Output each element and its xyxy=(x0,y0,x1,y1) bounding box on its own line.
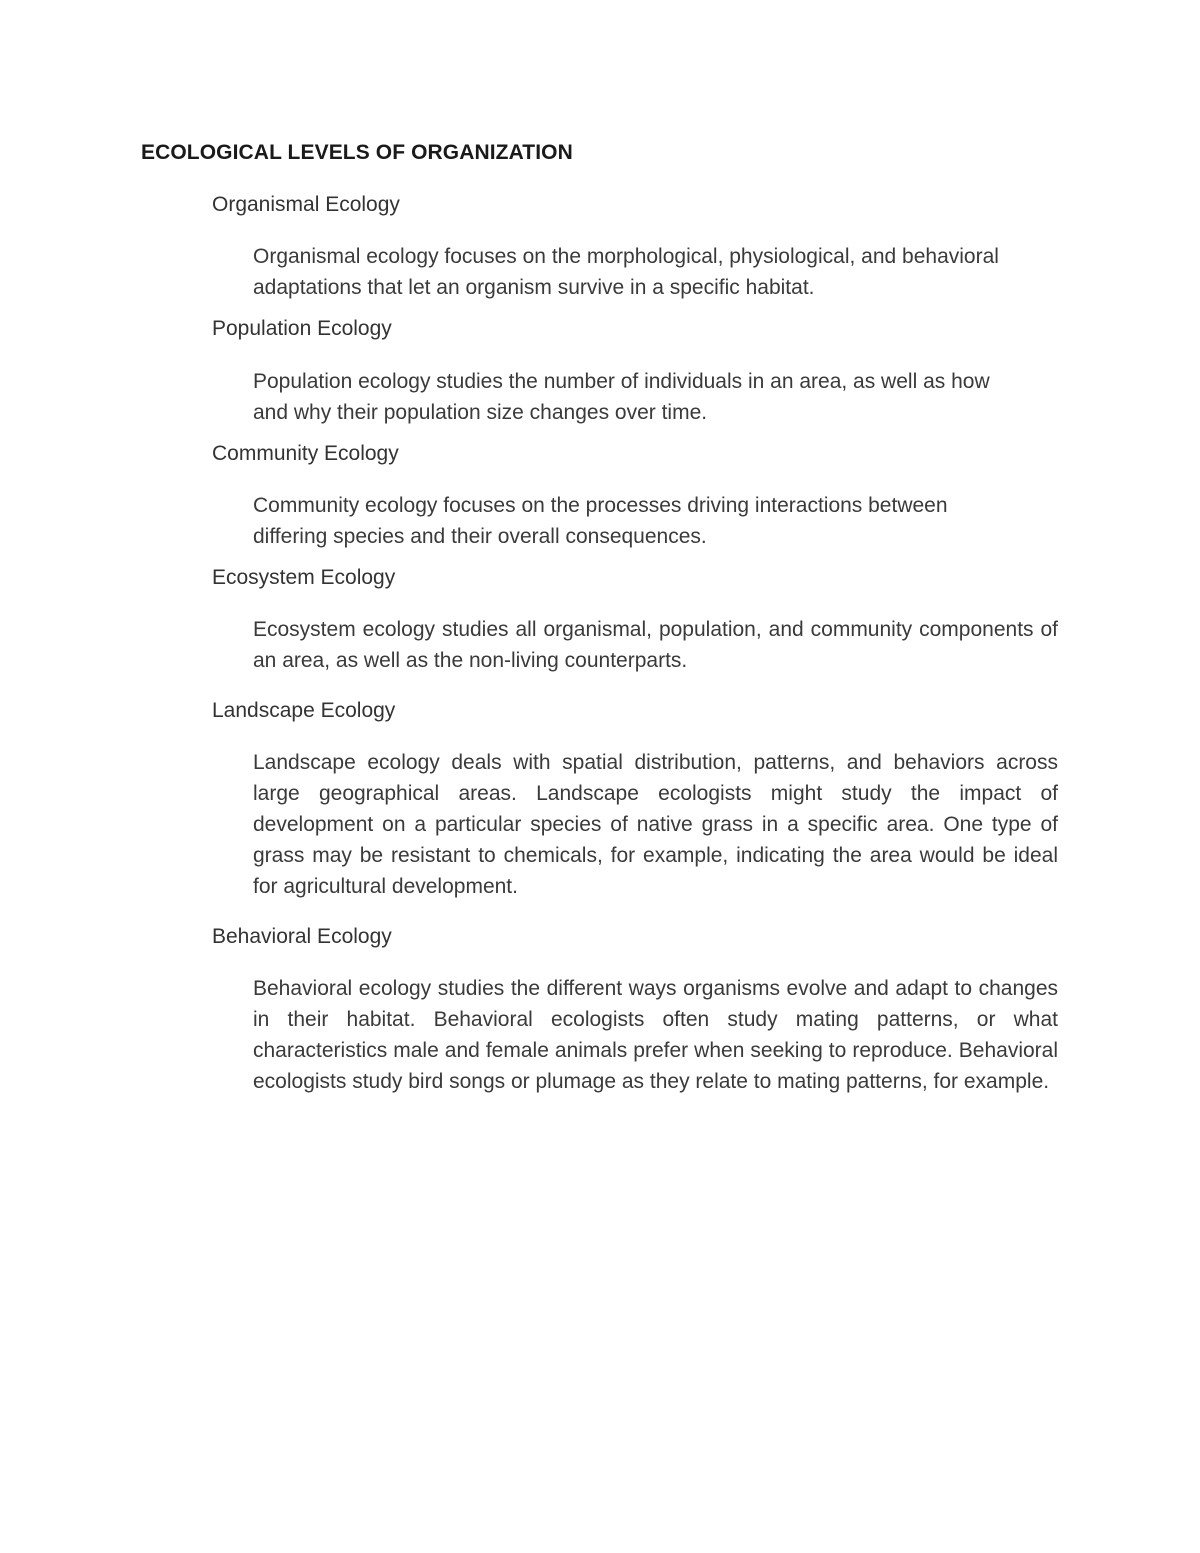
section-heading-community: Community Ecology xyxy=(212,442,399,465)
section-heading-population: Population Ecology xyxy=(212,317,392,340)
section-heading-landscape: Landscape Ecology xyxy=(212,699,396,722)
section-body-behavioral: Behavioral ecology studies the different ways organisms evolve and adapt to changes in their habitat. Behavioral ecologists often study mating patterns, or what characteristics male and female animals prefer when seeking to reproduce. Behavioral ecologists study bird songs or plumage as they relate to mating patterns, for example. xyxy=(253,977,1058,1093)
section-heading-behavioral: Behavioral Ecology xyxy=(212,925,392,948)
section-heading-ecosystem: Ecosystem Ecology xyxy=(212,566,396,589)
section-body-ecosystem: Ecosystem ecology studies all organismal, population, and community components of an area, as well as the non-living counterparts. xyxy=(253,618,1058,672)
section-body-organismal: Organismal ecology focuses on the morphological, physiological, and behavioral adaptations that let an organism survive in a specific habitat. xyxy=(253,245,999,299)
section-body-population: Population ecology studies the number of individuals in an area, as well as how and why their population size changes over time. xyxy=(253,370,990,424)
section-body-community: Community ecology focuses on the processes driving interactions between differing species and their overall consequences. xyxy=(253,494,948,548)
section-heading-organismal: Organismal Ecology xyxy=(212,193,400,216)
section-body-landscape: Landscape ecology deals with spatial distribution, patterns, and behaviors across large geographical areas. Landscape ecologists might study the impact of development on a particular species of native grass in a specific area. One type of grass may be resistant to chemicals, for example, indicating the area would be ideal for agricultural development. xyxy=(253,751,1058,898)
document-title: ECOLOGICAL LEVELS OF ORGANIZATION xyxy=(141,141,573,164)
